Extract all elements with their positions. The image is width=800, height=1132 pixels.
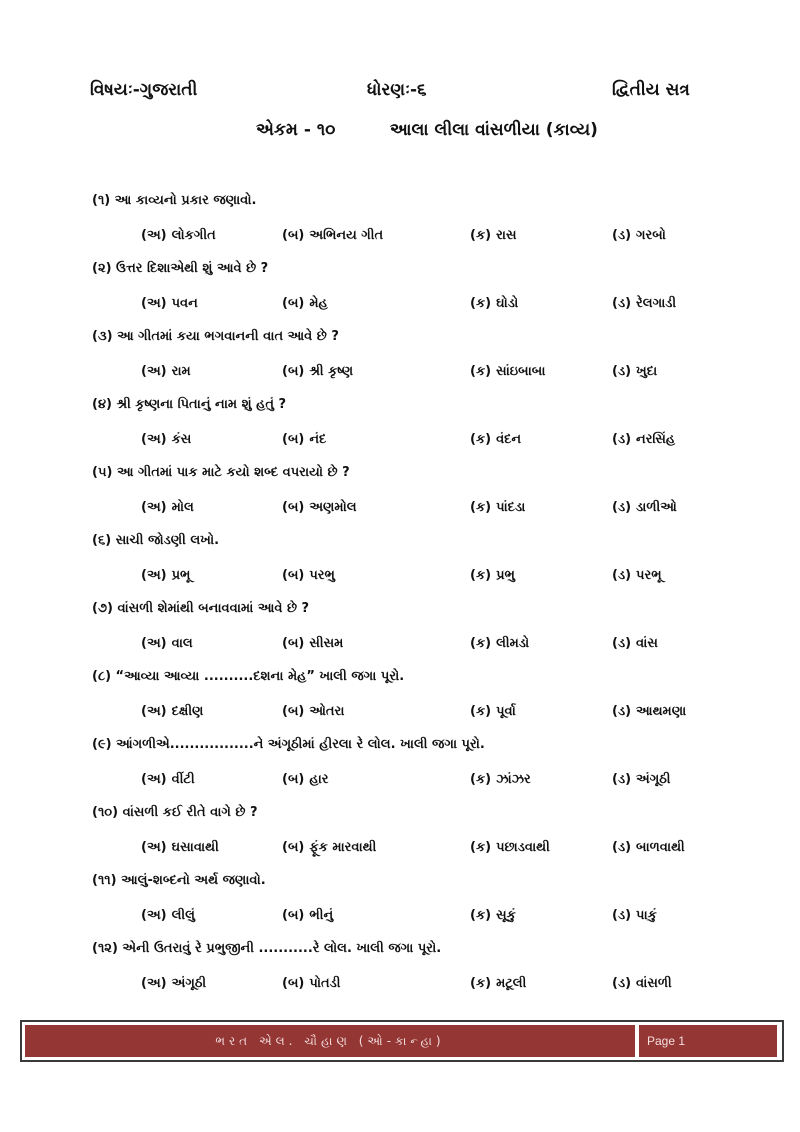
question-text: (૬) સાચી જોડણી લખો. bbox=[92, 533, 220, 548]
option-d: (ડ) બાળવાથી bbox=[612, 840, 685, 855]
option-d: (ડ) ગરબો bbox=[612, 228, 666, 243]
option-d: (ડ) ખુદા bbox=[612, 364, 658, 379]
option-d: (ડ) નરસિંહ bbox=[612, 432, 676, 447]
option-a: (અ) પ્રભૂ bbox=[141, 568, 191, 583]
option-a: (અ) કંસ bbox=[141, 432, 192, 447]
option-c: (ક) રાસ bbox=[470, 228, 517, 243]
question bbox=[92, 805, 732, 873]
subject-label: વિષયઃ-ગુજરાતી bbox=[90, 80, 198, 100]
options-row bbox=[92, 976, 732, 996]
option-d: (ડ) પાકું bbox=[612, 908, 657, 923]
options-row bbox=[92, 840, 732, 860]
option-b: (બ) હાર bbox=[282, 772, 329, 787]
option-d: (ડ) વાંસળી bbox=[612, 976, 672, 991]
option-b: (બ) અભિનય ગીત bbox=[282, 228, 384, 243]
options-row bbox=[92, 500, 732, 520]
option-a: (અ) વાલ bbox=[141, 636, 193, 651]
question bbox=[92, 873, 732, 941]
option-c: (ક) સૂકું bbox=[470, 908, 516, 923]
question bbox=[92, 601, 732, 669]
question-text: (૩) આ ગીતમાં કયા ભગવાનની વાત આવે છે ? bbox=[92, 329, 339, 344]
option-b: (બ) ફૂંક મારવાથી bbox=[282, 840, 377, 855]
option-b: (બ) મેહ bbox=[282, 296, 328, 311]
question bbox=[92, 737, 732, 805]
question bbox=[92, 941, 732, 1009]
option-b: (બ) પોતડી bbox=[282, 976, 341, 991]
options-row bbox=[92, 772, 732, 792]
option-c: (ક) પાંદડા bbox=[470, 500, 526, 515]
question bbox=[92, 669, 732, 737]
option-a: (અ) પવન bbox=[141, 296, 198, 311]
unit-title bbox=[256, 120, 598, 140]
option-a: (અ) ઘસાવાથી bbox=[141, 840, 219, 855]
option-b: (બ) અણમોલ bbox=[282, 500, 357, 515]
options-row bbox=[92, 636, 732, 656]
option-c: (ક) મટૂલી bbox=[470, 976, 527, 991]
question bbox=[92, 465, 732, 533]
standard-label: ધોરણઃ-૬ bbox=[367, 80, 427, 100]
question-text: (૭) વાંસળી શેમાંથી બનાવવામાં આવે છે ? bbox=[92, 601, 310, 616]
option-d: (ડ) અંગૂઠી bbox=[612, 772, 671, 787]
option-c: (ક) પછાડવાથી bbox=[470, 840, 550, 855]
option-a: (અ) મોલ bbox=[141, 500, 194, 515]
option-b: (બ) પરભુ bbox=[282, 568, 335, 583]
option-a: (અ) વીંટી bbox=[141, 772, 195, 787]
unit-number: એકમ - ૧૦ bbox=[256, 120, 336, 140]
option-b: (બ) શ્રી કૃષ્ણ bbox=[282, 364, 354, 379]
option-b: (બ) ભીનું bbox=[282, 908, 334, 923]
option-d: (ડ) રેલગાડી bbox=[612, 296, 677, 311]
question-text: (૧૦) વાંસળી કઈ રીતે વાગે છે ? bbox=[92, 805, 258, 820]
option-c: (ક) વંદન bbox=[470, 432, 522, 447]
option-d: (ડ) વાંસ bbox=[612, 636, 658, 651]
question bbox=[92, 193, 732, 261]
question-text: (૧) આ કાવ્યનો પ્રકાર જણાવો. bbox=[92, 193, 257, 208]
question-text: (૧૧) આલું-શબ્દનો અર્થ જણાવો. bbox=[92, 873, 266, 888]
page-footer bbox=[20, 1020, 784, 1062]
option-d: (ડ) ડાળીઓ bbox=[612, 500, 677, 515]
question bbox=[92, 397, 732, 465]
poem-title: આલા લીલા વાંસળીયા (કાવ્ય) bbox=[389, 120, 598, 140]
question-text: (૮) “આવ્યા આવ્યા ..........દશના મેહ” ખાલી જગા પૂરો. bbox=[92, 669, 405, 684]
options-row bbox=[92, 908, 732, 928]
option-d: (ડ) પરભૂ bbox=[612, 568, 662, 583]
option-a: (અ) રામ bbox=[141, 364, 191, 379]
option-c: (ક) ઝાંઝર bbox=[470, 772, 531, 787]
question-list bbox=[92, 193, 732, 1009]
option-b: (બ) ઓતરા bbox=[282, 704, 345, 719]
option-c: (ક) પ્રભુ bbox=[470, 568, 515, 583]
page-number: Page 1 bbox=[639, 1025, 777, 1057]
semester-label: દ્વિતીય સત્ર bbox=[612, 80, 690, 100]
options-row bbox=[92, 296, 732, 316]
question bbox=[92, 261, 732, 329]
question-text: (૫) આ ગીતમાં પાક માટે કયો શબ્દ વપરાયો છે ? bbox=[92, 465, 350, 480]
option-a: (અ) લોકગીત bbox=[141, 228, 216, 243]
option-a: (અ) અંગૂઠી bbox=[141, 976, 207, 991]
question-text: (૪) શ્રી કૃષ્ણના પિતાનું નામ શું હતું ? bbox=[92, 397, 287, 412]
option-c: (ક) પૂર્વા bbox=[470, 704, 516, 719]
option-d: (ડ) આથમણા bbox=[612, 704, 687, 719]
question bbox=[92, 329, 732, 397]
question-text: (૨) ઉત્તર દિશાએથી શું આવે છે ? bbox=[92, 261, 269, 276]
question-text: (૯) આંગળીએ.................ને અંગૂઠીમાં હીરલા રે લોલ. ખાલી જગા પૂરો. bbox=[92, 737, 485, 752]
question-text: (૧૨) એની ઉતરાવું રે પ્રભુજીની ...........રે લોલ. ખાલી જગા પૂરો. bbox=[92, 941, 442, 956]
option-b: (બ) નંદ bbox=[282, 432, 327, 447]
footer-author: ભરત એલ. ચૌહાણ (ઓ-કાન્હા) bbox=[25, 1025, 635, 1057]
options-row bbox=[92, 704, 732, 724]
option-a: (અ) દક્ષીણ bbox=[141, 704, 204, 719]
option-c: (ક) સાંઇબાબા bbox=[470, 364, 546, 379]
options-row bbox=[92, 228, 732, 248]
question bbox=[92, 533, 732, 601]
option-a: (અ) લીલું bbox=[141, 908, 195, 923]
option-c: (ક) ઘોડો bbox=[470, 296, 519, 311]
option-b: (બ) સીસમ bbox=[282, 636, 344, 651]
options-row bbox=[92, 568, 732, 588]
options-row bbox=[92, 432, 732, 452]
options-row bbox=[92, 364, 732, 384]
option-c: (ક) લીમડો bbox=[470, 636, 530, 651]
